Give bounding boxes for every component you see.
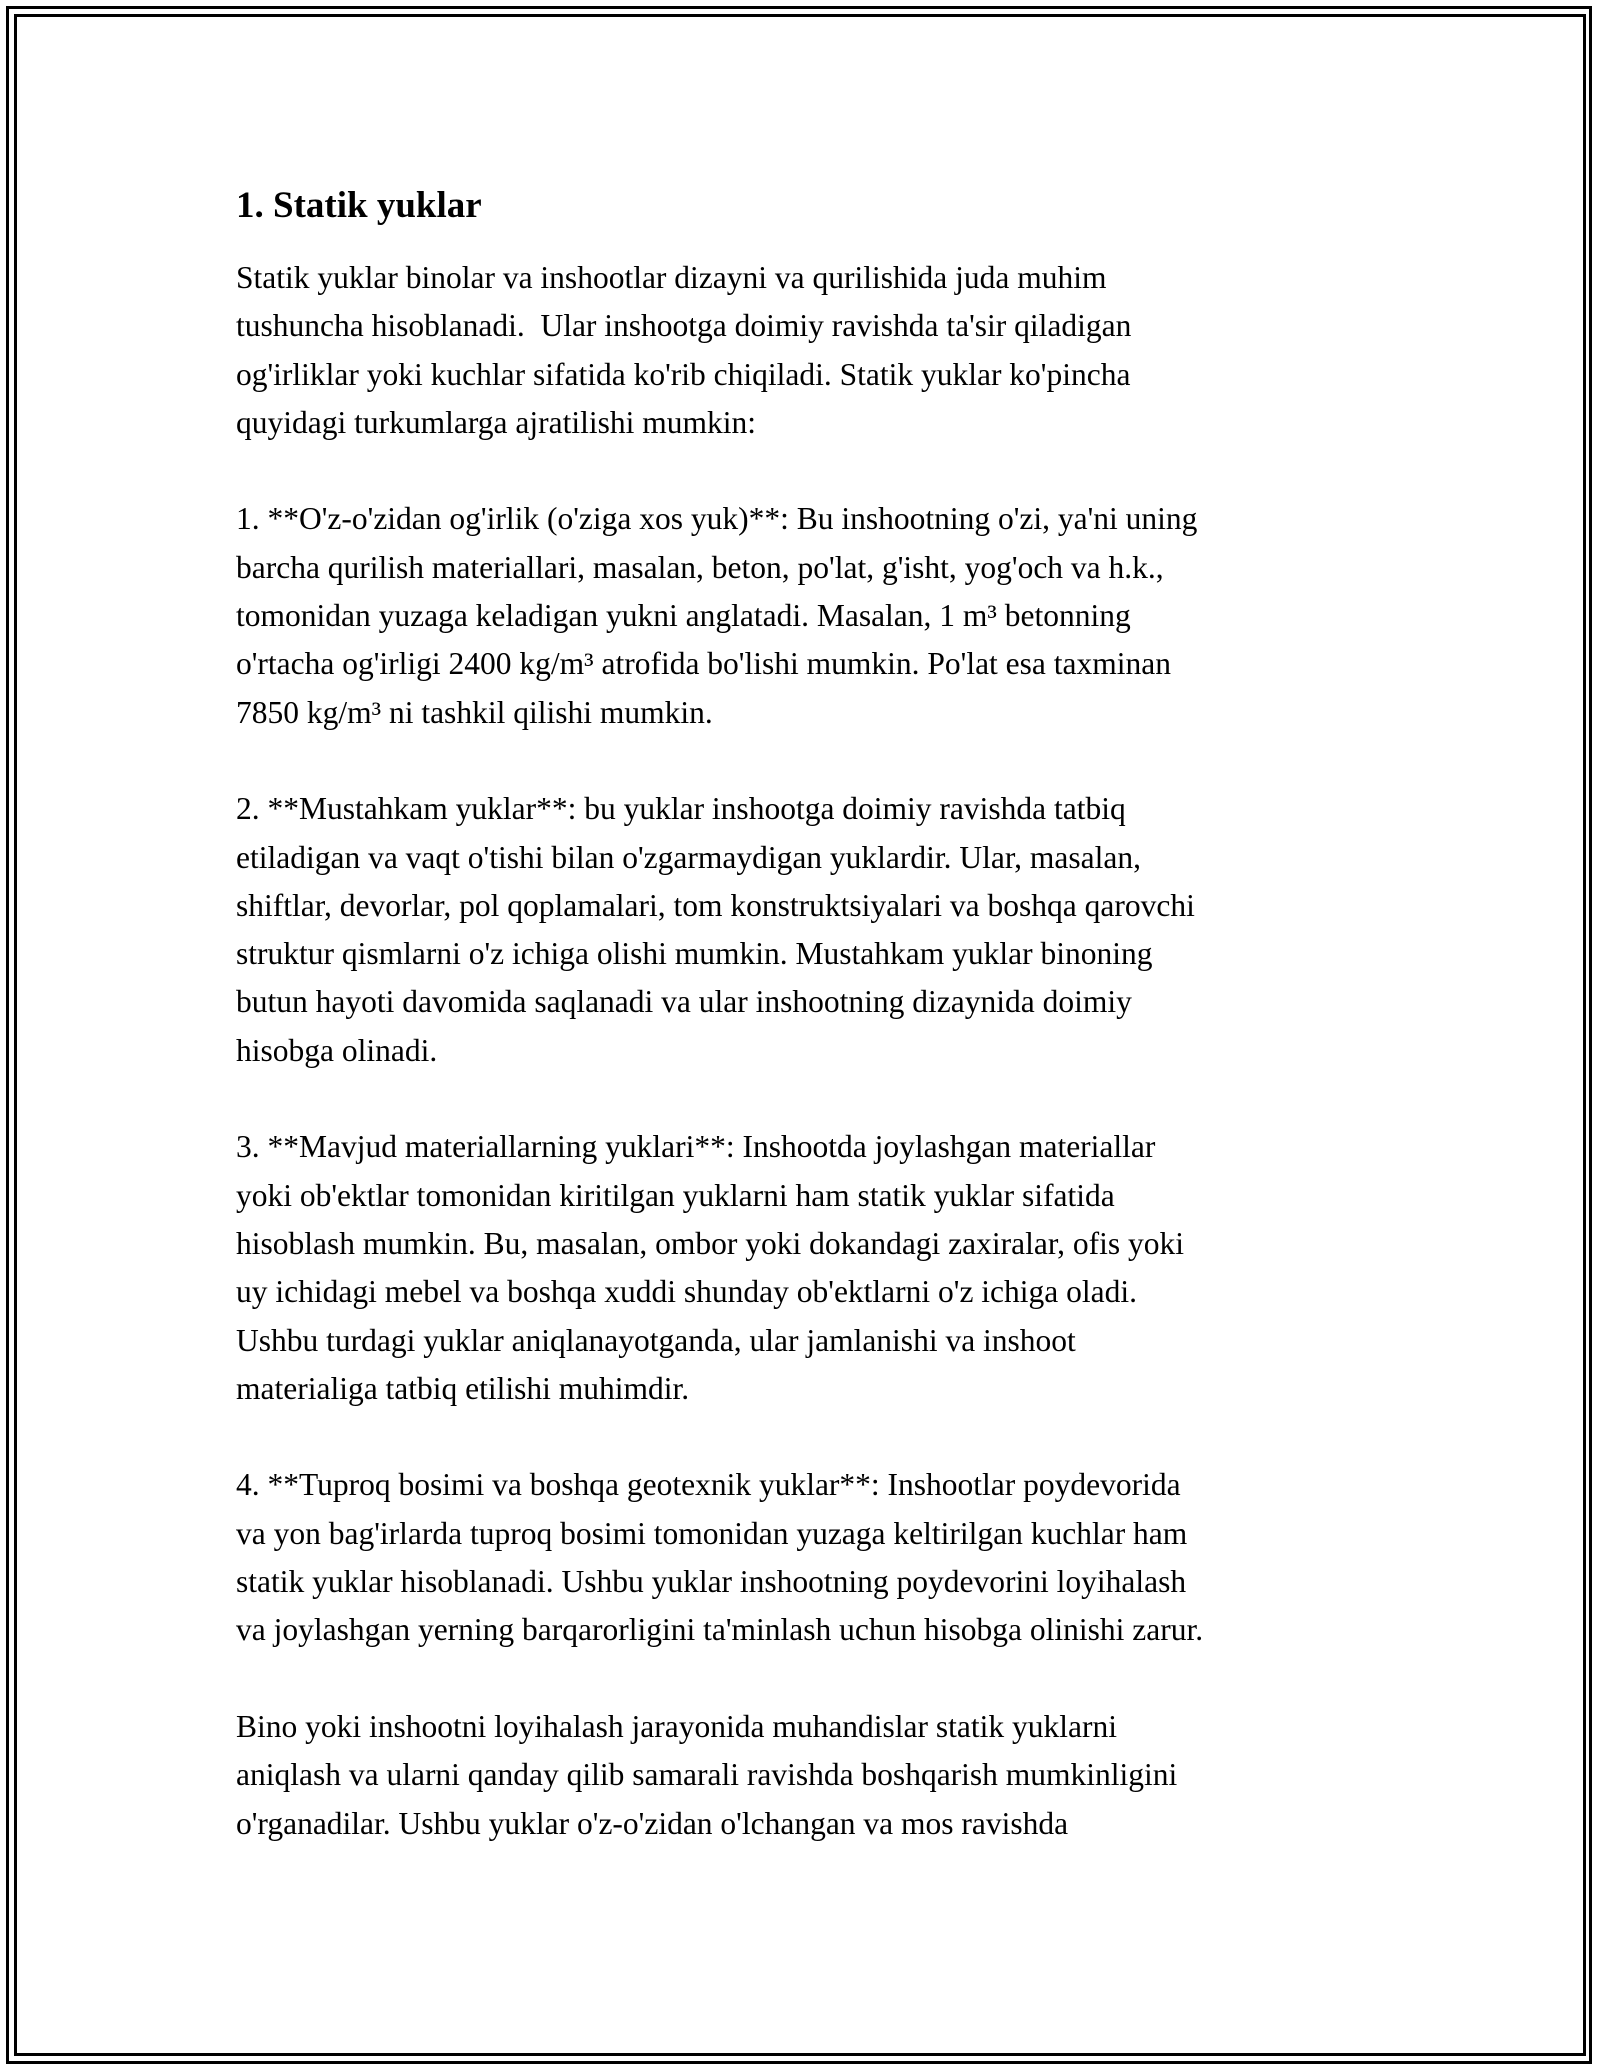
text-line: o'rtacha og'irligi 2400 kg/m³ atrofida bo'lishi mumkin. Po'lat esa taxminan [236,646,1171,682]
text-line: 2. **Mustahkam yuklar**: bu yuklar inshootga doimiy ravishda tatbiq [236,791,1126,827]
text-line: shiftlar, devorlar, pol qoplamalari, tom konstruktsiyalari va boshqa qarovchi [236,887,1195,923]
text-line: uy ichidagi mebel va boshqa xuddi shunday ob'ektlarni o'z ichiga oladi. [236,1274,1138,1310]
text-line: 7850 kg/m³ ni tashkil qilishi mumkin. [236,694,713,730]
text-line: 4. **Tuproq bosimi va boshqa geotexnik yuklar**: Inshootlar poydevorida [236,1467,1181,1503]
paragraph [236,785,1376,1075]
paragraph [236,495,1376,736]
text-line: statik yuklar hisoblanadi. Ushbu yuklar inshootning poydevorini loyihalash [236,1564,1187,1600]
text-line: tomonidan yuzaga keladigan yukni anglatadi. Masalan, 1 m³ betonning [236,598,1131,634]
text-line: va joylashgan yerning barqarorligini ta'minlash uchun hisobga olinishi zarur. [236,1612,1204,1648]
paragraph [236,1461,1376,1654]
text-line: barcha qurilish materiallari, masalan, beton, po'lat, g'isht, yog'och va h.k., [236,549,1164,585]
text-line: 1. **O'z-o'zidan og'irlik (o'ziga xos yuk)**: Bu inshootning o'zi, ya'ni uning [236,501,1198,537]
text-line: butun hayoti davomida saqlanadi va ular inshootning dizaynida doimiy [236,984,1132,1020]
paragraph-list [236,254,1376,1848]
text-line: tushuncha hisoblanadi. Ular inshootga doimiy ravishda ta'sir qiladigan [236,308,1132,344]
text-line: o'rganadilar. Ushbu yuklar o'z-o'zidan o'lchangan va mos ravishda [236,1805,1069,1841]
paragraph [236,1123,1376,1413]
section-heading: 1. Statik yuklar [236,185,482,226]
text-line: aniqlash va ularni qanday qilib samarali ravishda boshqarish mumkinligini [236,1757,1178,1793]
text-line: Statik yuklar binolar va inshootlar dizayni va qurilishida juda muhim [236,260,1107,295]
text-line: Bino yoki inshootni loyihalash jarayonida muhandislar statik yuklarni [236,1708,1118,1744]
text-line: struktur qismlarni o'z ichiga olishi mumkin. Mustahkam yuklar binoning [236,936,1153,972]
text-line: 3. **Mavjud materiallarning yuklari**: Inshootda joylashgan materiallar [236,1129,1156,1165]
text-line: yoki ob'ektlar tomonidan kiritilgan yuklarni ham statik yuklar sifatida [236,1177,1115,1213]
text-line: etiladigan va vaqt o'tishi bilan o'zgarmaydigan yuklardir. Ular, masalan, [236,839,1141,875]
text-line: og'irliklar yoki kuchlar sifatida ko'rib chiqiladi. Statik yuklar ko'pincha [236,356,1131,392]
paragraph [236,254,1376,447]
text-line: quyidagi turkumlarga ajratilishi mumkin: [236,404,756,440]
text-line: hisoblash mumkin. Bu, masalan, ombor yoki dokandagi zaxiralar, ofis yoki [236,1225,1184,1261]
text-line: materialiga tatbiq etilishi muhimdir. [236,1370,690,1406]
text-line: va yon bag'irlarda tuproq bosimi tomonidan yuzaga keltirilgan kuchlar ham [236,1515,1188,1551]
document-body [236,184,1376,1896]
paragraph [236,1703,1376,1848]
text-line: hisobga olinadi. [236,1032,438,1068]
text-line: Ushbu turdagi yuklar aniqlanayotganda, ular jamlanishi va inshoot [236,1322,1076,1358]
